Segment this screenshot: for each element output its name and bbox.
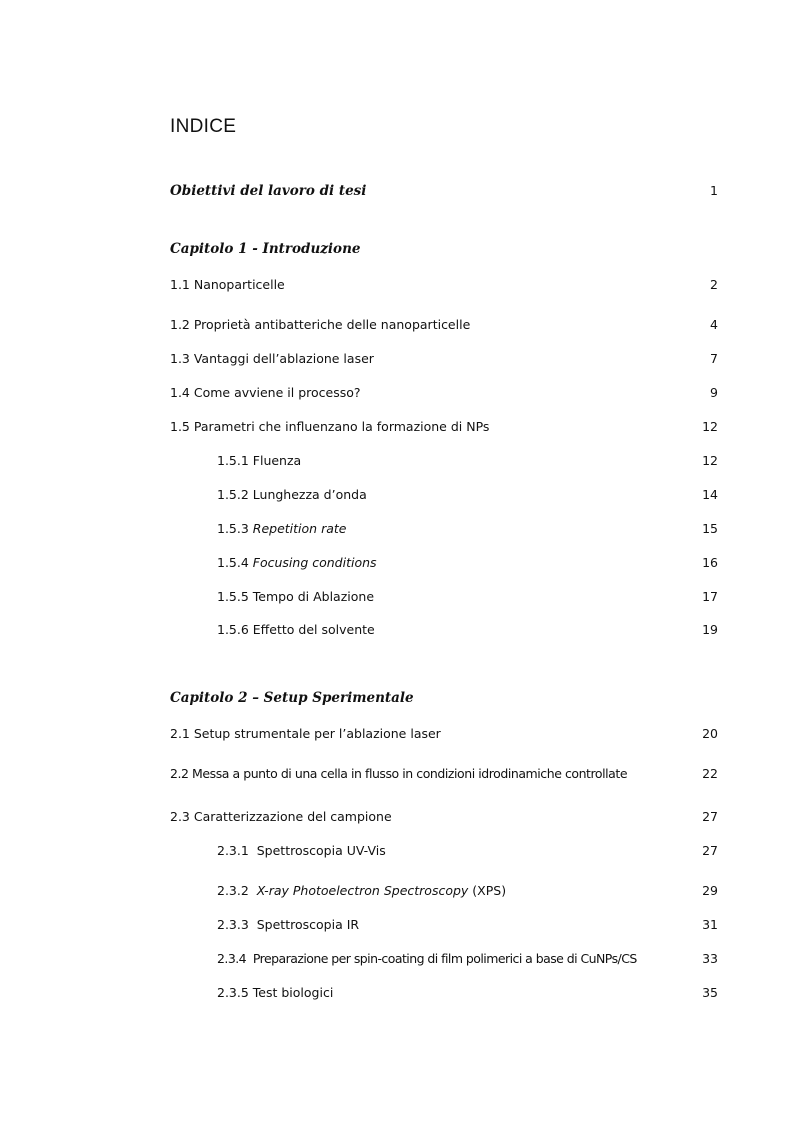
toc-entry-page: 22 [702, 766, 718, 781]
toc-entry-number: 1.5.4 [217, 555, 253, 570]
toc-entry-suffix: (XPS) [468, 883, 507, 898]
toc-entry-1-5-1[interactable] [217, 453, 718, 469]
toc-entry-page: 1 [710, 183, 718, 198]
toc-entry-title: Obiettivi del lavoro di tesi [170, 183, 367, 199]
toc-entry-page: 17 [702, 589, 718, 604]
toc-entry-page: 14 [702, 487, 718, 502]
toc-chapter-2-title[interactable] [170, 690, 718, 706]
toc-entry-number: 2.3.2 [217, 883, 257, 898]
toc-entry-page: 20 [702, 726, 718, 741]
toc-entry-title: 1.5.5 Tempo di Ablazione [217, 589, 375, 604]
toc-entry-1-5-6[interactable] [217, 622, 718, 638]
toc-entry-page: 35 [702, 985, 718, 1000]
toc-entry-page: 9 [710, 385, 718, 400]
toc-entry-page: 29 [702, 883, 718, 898]
toc-entry-1-2[interactable] [170, 317, 718, 333]
toc-entry-page: 12 [702, 453, 718, 468]
toc-entry-title [217, 555, 377, 571]
toc-entry-title: 1.2 Proprietà antibatteriche delle nanoparticelle [170, 317, 471, 332]
toc-entry-title: 2.3.1 Spettroscopia UV-Vis [217, 843, 386, 858]
toc-entry-2-2[interactable] [170, 766, 718, 782]
toc-entry-2-1[interactable] [170, 726, 718, 742]
toc-entry-2-3-1[interactable] [217, 843, 718, 859]
toc-entry-title: 1.5.2 Lunghezza d’onda [217, 487, 367, 502]
toc-entry-1-5-2[interactable] [217, 487, 718, 503]
toc-entry-page: 16 [702, 555, 718, 570]
toc-entry-page: 2 [710, 277, 718, 292]
toc-entry-1-3[interactable] [170, 351, 718, 367]
toc-entry-title: 1.5.1 Fluenza [217, 453, 302, 468]
toc-entry-italic-title: Focusing conditions [252, 555, 377, 570]
toc-entry-title [217, 883, 506, 899]
toc-entry-italic-title: X-ray Photoelectron Spectroscopy [256, 883, 469, 898]
toc-entry-title: 1.4 Come avviene il processo? [170, 385, 361, 400]
toc-chapter-title: Capitolo 2 – Setup Sperimentale [170, 690, 414, 706]
toc-entry-page: 19 [702, 622, 718, 637]
toc-entry-title: 2.3.4 Preparazione per spin-coating di film polimerici a base di CuNPs/CS [217, 951, 637, 966]
toc-entry-page: 31 [702, 917, 718, 932]
toc-entry-1-5-3[interactable] [217, 521, 718, 537]
toc-heading: INDICE [170, 116, 237, 137]
toc-entry-1-5-5[interactable] [217, 589, 718, 605]
toc-entry-2-3[interactable] [170, 809, 718, 825]
toc-entry-1-5-4[interactable] [217, 555, 718, 571]
toc-entry-2-3-2[interactable] [217, 883, 718, 899]
toc-entry-page: 12 [702, 419, 718, 434]
toc-entry-2-3-5[interactable] [217, 985, 718, 1001]
toc-chapter-title: Capitolo 1 - Introduzione [170, 241, 361, 257]
toc-entry-title: 1.5.6 Effetto del solvente [217, 622, 375, 637]
toc-chapter-1-title[interactable] [170, 241, 718, 257]
toc-entry-2-3-4[interactable] [217, 951, 718, 967]
toc-entry-objectives[interactable] [170, 183, 718, 199]
toc-entry-1-5[interactable] [170, 419, 718, 435]
toc-entry-page: 7 [710, 351, 718, 366]
toc-entry-title: 2.3 Caratterizzazione del campione [170, 809, 392, 824]
toc-entry-title: 2.3.5 Test biologici [217, 985, 334, 1000]
toc-entry-number: 1.5.3 [217, 521, 253, 536]
toc-entry-1-4[interactable] [170, 385, 718, 401]
toc-entry-title: 1.5 Parametri che influenzano la formazione di NPs [170, 419, 490, 434]
toc-entry-1-1[interactable] [170, 277, 718, 293]
toc-entry-title: 1.1 Nanoparticelle [170, 277, 285, 292]
toc-entry-page: 33 [702, 951, 718, 966]
toc-entry-page: 27 [702, 843, 718, 858]
toc-entry-page: 15 [702, 521, 718, 536]
toc-entry-title: 2.1 Setup strumentale per l’ablazione laser [170, 726, 441, 741]
toc-entry-title: 1.3 Vantaggi dell’ablazione laser [170, 351, 374, 366]
toc-entry-italic-title: Repetition rate [252, 521, 347, 536]
toc-entry-2-3-3[interactable] [217, 917, 718, 933]
toc-entry-title: 2.3.3 Spettroscopia IR [217, 917, 360, 932]
toc-entry-page: 4 [710, 317, 718, 332]
toc-entry-title: 2.2 Messa a punto di una cella in flusso in condizioni idrodinamiche controllate [170, 766, 628, 781]
toc-entry-page: 27 [702, 809, 718, 824]
toc-entry-title [217, 521, 346, 537]
